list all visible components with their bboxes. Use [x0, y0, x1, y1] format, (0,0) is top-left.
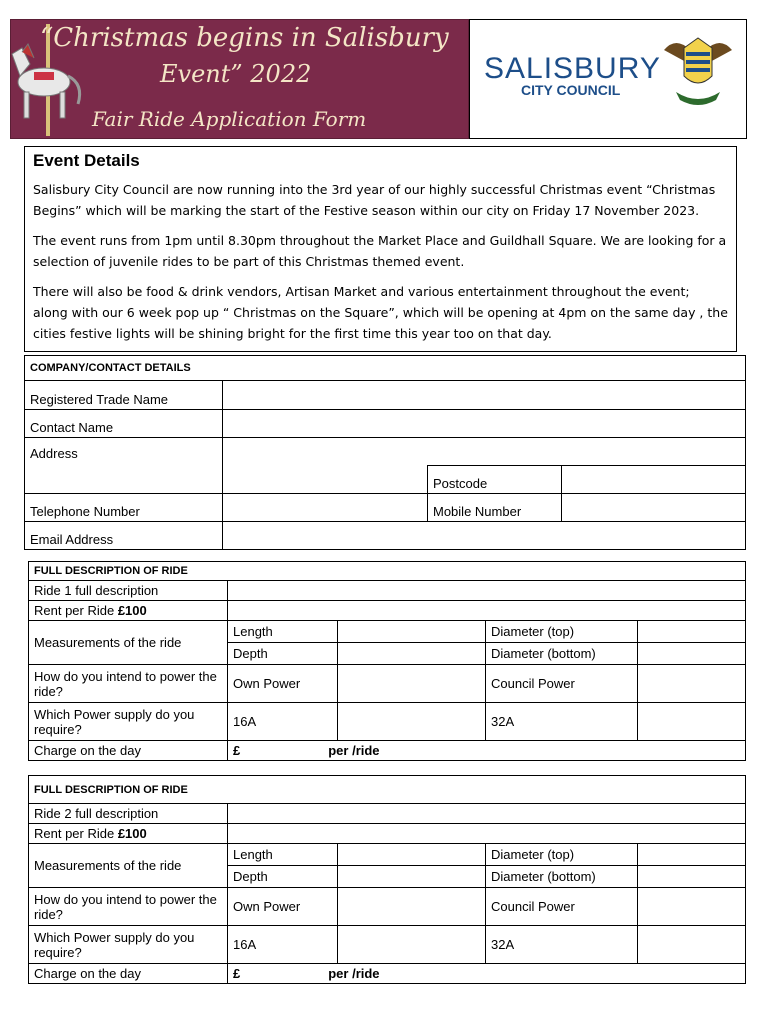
- logo-subtext: CITY COUNCIL: [521, 82, 621, 98]
- ride2-16a-field[interactable]: [338, 926, 486, 964]
- ride1-council-power-label: Council Power: [486, 665, 638, 703]
- ride2-16a-label: 16A: [228, 926, 338, 964]
- address-field[interactable]: [223, 438, 746, 466]
- ride1-own-power-field[interactable]: [338, 665, 486, 703]
- ride1-rent-field[interactable]: [228, 601, 746, 621]
- postcode-field[interactable]: [562, 466, 746, 494]
- ride1-pound-sign: £: [233, 743, 241, 758]
- ride2-diam-top-field[interactable]: [638, 844, 746, 866]
- event-title-line1: “Christmas begins in Salisbury: [40, 23, 449, 53]
- ride2-length-field[interactable]: [338, 844, 486, 866]
- ride2-diam-top-label: Diameter (top): [486, 844, 638, 866]
- contact-name-label: Contact Name: [25, 410, 223, 438]
- event-details-section: [24, 146, 737, 352]
- trade-name-field[interactable]: [223, 381, 746, 410]
- ride1-diam-bottom-label: Diameter (bottom): [486, 643, 638, 665]
- ride2-depth-label: Depth: [228, 866, 338, 888]
- company-contact-table: [24, 355, 746, 550]
- logo-text: SALISBURY: [484, 52, 661, 85]
- ride1-16a-label: 16A: [228, 703, 338, 741]
- mobile-field[interactable]: [562, 494, 746, 522]
- email-field[interactable]: [223, 522, 746, 550]
- ride2-rent-value: £100: [117, 826, 147, 841]
- ride1-depth-field[interactable]: [338, 643, 486, 665]
- ride1-charge-label: Charge on the day: [29, 741, 228, 761]
- ride2-diam-bottom-field[interactable]: [638, 866, 746, 888]
- event-title-line2: Event” 2022: [160, 60, 312, 88]
- ride2-measurements-label: Measurements of the ride: [29, 844, 228, 888]
- council-crest-icon: [656, 32, 740, 110]
- company-section-heading: COMPANY/CONTACT DETAILS: [25, 356, 746, 381]
- ride1-length-field[interactable]: [338, 621, 486, 643]
- ride2-supply-question: Which Power supply do you require?: [29, 926, 228, 964]
- ride2-charge-label: Charge on the day: [29, 964, 228, 984]
- ride2-own-power-field[interactable]: [338, 888, 486, 926]
- ride2-table: [28, 775, 746, 984]
- ride1-council-power-field[interactable]: [638, 665, 746, 703]
- ride1-rent-value: £100: [117, 603, 147, 618]
- ride1-diam-top-field[interactable]: [638, 621, 746, 643]
- ride2-desc-label: Ride 2 full description: [29, 804, 228, 824]
- ride1-own-power-label: Own Power: [228, 665, 338, 703]
- ride2-per-ride: per /ride: [328, 966, 380, 981]
- ride1-diam-bottom-field[interactable]: [638, 643, 746, 665]
- ride1-table: [28, 561, 746, 761]
- ride1-rent-label: [29, 601, 228, 621]
- ride2-pound-sign: £: [233, 966, 241, 981]
- event-details-heading: Event Details: [33, 151, 140, 170]
- event-paragraph-1: Salisbury City Council are now running into the 3rd year of our highly successful Christmas event “Christmas Begins” which will be marking the start of the Festive season within our city on Friday 17 November 2023.: [33, 182, 716, 218]
- ride2-depth-field[interactable]: [338, 866, 486, 888]
- ride2-rent-label: [29, 824, 228, 844]
- email-label: Email Address: [25, 522, 223, 550]
- postcode-label: Postcode: [428, 466, 562, 494]
- ride1-16a-field[interactable]: [338, 703, 486, 741]
- ride1-per-ride: per /ride: [328, 743, 380, 758]
- ride1-supply-question: Which Power supply do you require?: [29, 703, 228, 741]
- ride2-council-power-field[interactable]: [638, 888, 746, 926]
- ride1-depth-label: Depth: [228, 643, 338, 665]
- address-field-line2[interactable]: [223, 466, 428, 494]
- telephone-field[interactable]: [223, 494, 428, 522]
- ride2-own-power-label: Own Power: [228, 888, 338, 926]
- ride2-diam-bottom-label: Diameter (bottom): [486, 866, 638, 888]
- ride2-desc-field[interactable]: [228, 804, 746, 824]
- ride2-32a-label: 32A: [486, 926, 638, 964]
- event-paragraph-3: There will also be food & drink vendors, Artisan Market and various entertainment throughout the event; along with our 6 week pop up “ Christmas on the Square”, which will be opening at 4pm on the same day , the cities festive lights will be shining bright for the first time this year too on that day.: [33, 284, 728, 341]
- telephone-label: Telephone Number: [25, 494, 223, 522]
- ride1-32a-field[interactable]: [638, 703, 746, 741]
- form-subtitle: Fair Ride Application Form: [92, 107, 367, 131]
- ride1-measurements-label: Measurements of the ride: [29, 621, 228, 665]
- ride1-desc-field[interactable]: [228, 581, 746, 601]
- mobile-label: Mobile Number: [428, 494, 562, 522]
- ride1-rent-text: Rent per Ride: [34, 603, 118, 618]
- ride1-32a-label: 32A: [486, 703, 638, 741]
- ride2-rent-field[interactable]: [228, 824, 746, 844]
- ride2-charge-field[interactable]: [228, 964, 746, 984]
- ride1-power-question: How do you intend to power the ride?: [29, 665, 228, 703]
- ride2-heading: FULL DESCRIPTION OF RIDE: [29, 776, 746, 804]
- ride2-power-question: How do you intend to power the ride?: [29, 888, 228, 926]
- ride1-heading: FULL DESCRIPTION OF RIDE: [29, 562, 746, 581]
- event-paragraph-2: The event runs from 1pm until 8.30pm throughout the Market Place and Guildhall Square. We are looking for a selection of juvenile rides to be part of this Christmas themed event.: [33, 233, 727, 269]
- ride2-32a-field[interactable]: [638, 926, 746, 964]
- contact-name-field[interactable]: [223, 410, 746, 438]
- address-label: Address: [25, 438, 223, 494]
- ride2-council-power-label: Council Power: [486, 888, 638, 926]
- ride1-desc-label: Ride 1 full description: [29, 581, 228, 601]
- ride1-length-label: Length: [228, 621, 338, 643]
- trade-name-label: Registered Trade Name: [25, 381, 223, 410]
- ride2-length-label: Length: [228, 844, 338, 866]
- ride2-rent-text: Rent per Ride: [34, 826, 118, 841]
- ride1-charge-field[interactable]: [228, 741, 746, 761]
- ride1-diam-top-label: Diameter (top): [486, 621, 638, 643]
